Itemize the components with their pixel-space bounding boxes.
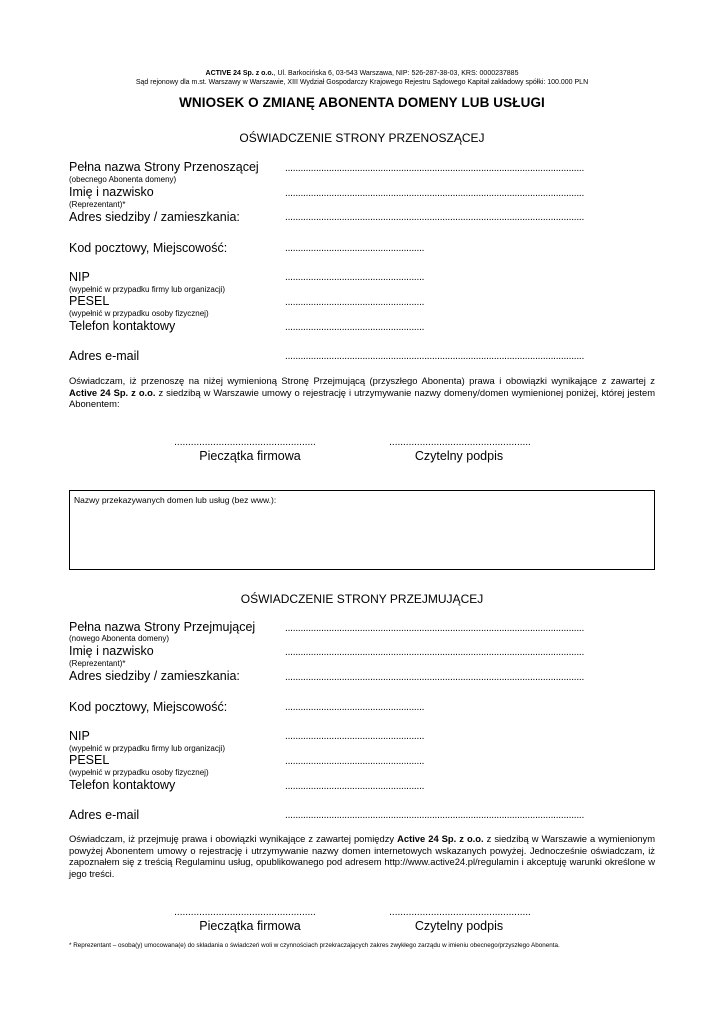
postal-field[interactable]: ...................................................... [285, 243, 425, 254]
statement-company: Active 24 Sp. z o.o. [69, 386, 156, 398]
full-name-sub: (obecnego Abonenta domeny) [69, 175, 177, 184]
signature-line[interactable]: ................................................... [389, 437, 531, 448]
page-title: WNIOSEK O ZMIANĘ ABONENTA DOMENY LUB USŁUGI [179, 95, 545, 110]
person-sub: (Reprezentant)* [69, 659, 126, 668]
transfer-statement: Oświadczam, iż przenoszę na niżej wymienioną Stronę Przejmującą (przyszłego Abonenta) prawa i obowiązki wynikające z zawartej z Active 24 Sp. z o.o. z siedzibą w Warszawie umowy o rejestrację i utrzymywanie nazwy domeny/domen wymienionej poniżej, której jestem Abonentem: [69, 375, 656, 410]
footnote: * Reprezentant – osoba(y) umocowana(e) do składania o świadczeń woli w czynnościach przekraczających zakres zwykłego zarządu w imieniu obecnego/przyszłego Abonenta. [69, 942, 560, 949]
person-field[interactable]: .................................................................................................................... [285, 647, 585, 658]
person-field[interactable]: .................................................................................................................... [285, 188, 585, 199]
nip-label: NIP [69, 270, 90, 284]
section-heading-transferring: OŚWIADCZENIE STRONY PRZENOSZĄCEJ [239, 131, 485, 145]
address-field[interactable]: .................................................................................................................... [285, 672, 585, 683]
stamp-label: Pieczątka firmowa [199, 449, 301, 463]
company-header [0, 69, 724, 78]
full-name-sub: (nowego Abonenta domeny) [69, 634, 170, 643]
address-label: Adres siedziby / zamieszkania: [69, 669, 240, 683]
domains-box[interactable] [69, 490, 655, 570]
nip-sub: (wypełnić w przypadku firmy lub organizacji) [69, 285, 226, 294]
address-label: Adres siedziby / zamieszkania: [69, 210, 240, 224]
receive-statement: Oświadczam, iż przejmuję prawa i obowiązki wynikające z zawartej pomiędzy Active 24 Sp. z o.o. z siedzibą w Warszawie a wymienionym powyżej Abonentem umowy o rejestrację i utrzymywanie nazwy domen internetowych wskazanych powyżej. Jednocześnie oświadczam, iż zapoznałem się z treścią Regulaminu usług, opublikowanego pod adresem http://www.active24.pl/regulamin i akceptuję warunki określone w jego treści. [69, 833, 655, 880]
statement-company: Active 24 Sp. z o.o. [397, 833, 484, 844]
address-field[interactable]: .................................................................................................................... [285, 212, 585, 223]
nip-field[interactable]: ...................................................... [285, 272, 425, 283]
full-name-field[interactable]: .................................................................................................................... [285, 623, 585, 634]
phone-field[interactable]: ...................................................... [285, 322, 425, 333]
section-heading-receiving: OŚWIADCZENIE STRONY PRZEJMUJĄCEJ [240, 592, 484, 606]
pesel-field[interactable]: ...................................................... [285, 756, 425, 767]
nip-label: NIP [69, 729, 90, 743]
stamp-label: Pieczątka firmowa [199, 919, 301, 933]
postal-label: Kod pocztowy, Miejscowość: [69, 241, 228, 255]
company-details: , Ul. Barkocińska 6, 03-543 Warszawa, NIP: 526-287-38-03, KRS: 0000237885 [273, 70, 519, 77]
pesel-sub: (wypełnić w przypadku osoby fizycznej) [69, 768, 209, 777]
stamp-line[interactable]: ................................................... [174, 437, 316, 448]
full-name-label: Pełna nazwa Strony Przejmującej [69, 620, 256, 634]
pesel-label: PESEL [69, 294, 110, 308]
stamp-line[interactable]: ................................................... [174, 907, 316, 918]
phone-label: Telefon kontaktowy [69, 319, 176, 333]
full-name-label: Pełna nazwa Strony Przenoszącej [69, 160, 259, 174]
email-label: Adres e-mail [69, 349, 140, 363]
postal-field[interactable]: ...................................................... [285, 702, 425, 713]
company-name: ACTIVE 24 Sp. z o.o. [205, 70, 274, 77]
signature-label: Czytelny podpis [414, 919, 504, 933]
phone-field[interactable]: ...................................................... [285, 781, 425, 792]
signature-label: Czytelny podpis [414, 449, 504, 463]
signature-line[interactable]: ................................................... [389, 907, 531, 918]
email-field[interactable]: .................................................................................................................... [285, 810, 585, 821]
email-field[interactable]: .................................................................................................................... [285, 351, 585, 362]
domains-box-label: Nazwy przekazywanych domen lub usług (bez www.): [74, 495, 277, 505]
person-label: Imię i nazwisko [69, 185, 154, 199]
pesel-label: PESEL [69, 753, 110, 767]
pesel-sub: (wypełnić w przypadku osoby fizycznej) [69, 309, 209, 318]
full-name-field[interactable]: .................................................................................................................... [285, 163, 585, 174]
postal-label: Kod pocztowy, Miejscowość: [69, 700, 228, 714]
phone-label: Telefon kontaktowy [69, 778, 176, 792]
pesel-field[interactable]: ...................................................... [285, 297, 425, 308]
person-sub: (Reprezentant)* [69, 200, 126, 209]
nip-field[interactable]: ...................................................... [285, 731, 425, 742]
email-label: Adres e-mail [69, 808, 140, 822]
nip-sub: (wypełnić w przypadku firmy lub organizacji) [69, 744, 226, 753]
person-label: Imię i nazwisko [69, 644, 154, 658]
court-line: Sąd rejonowy dla m.st. Warszawy w Warszawie, XIII Wydział Gospodarczy Krajowego Rejestru Sądowego Kapitał zakładowy spółki: 100.000 PLN [135, 79, 589, 86]
